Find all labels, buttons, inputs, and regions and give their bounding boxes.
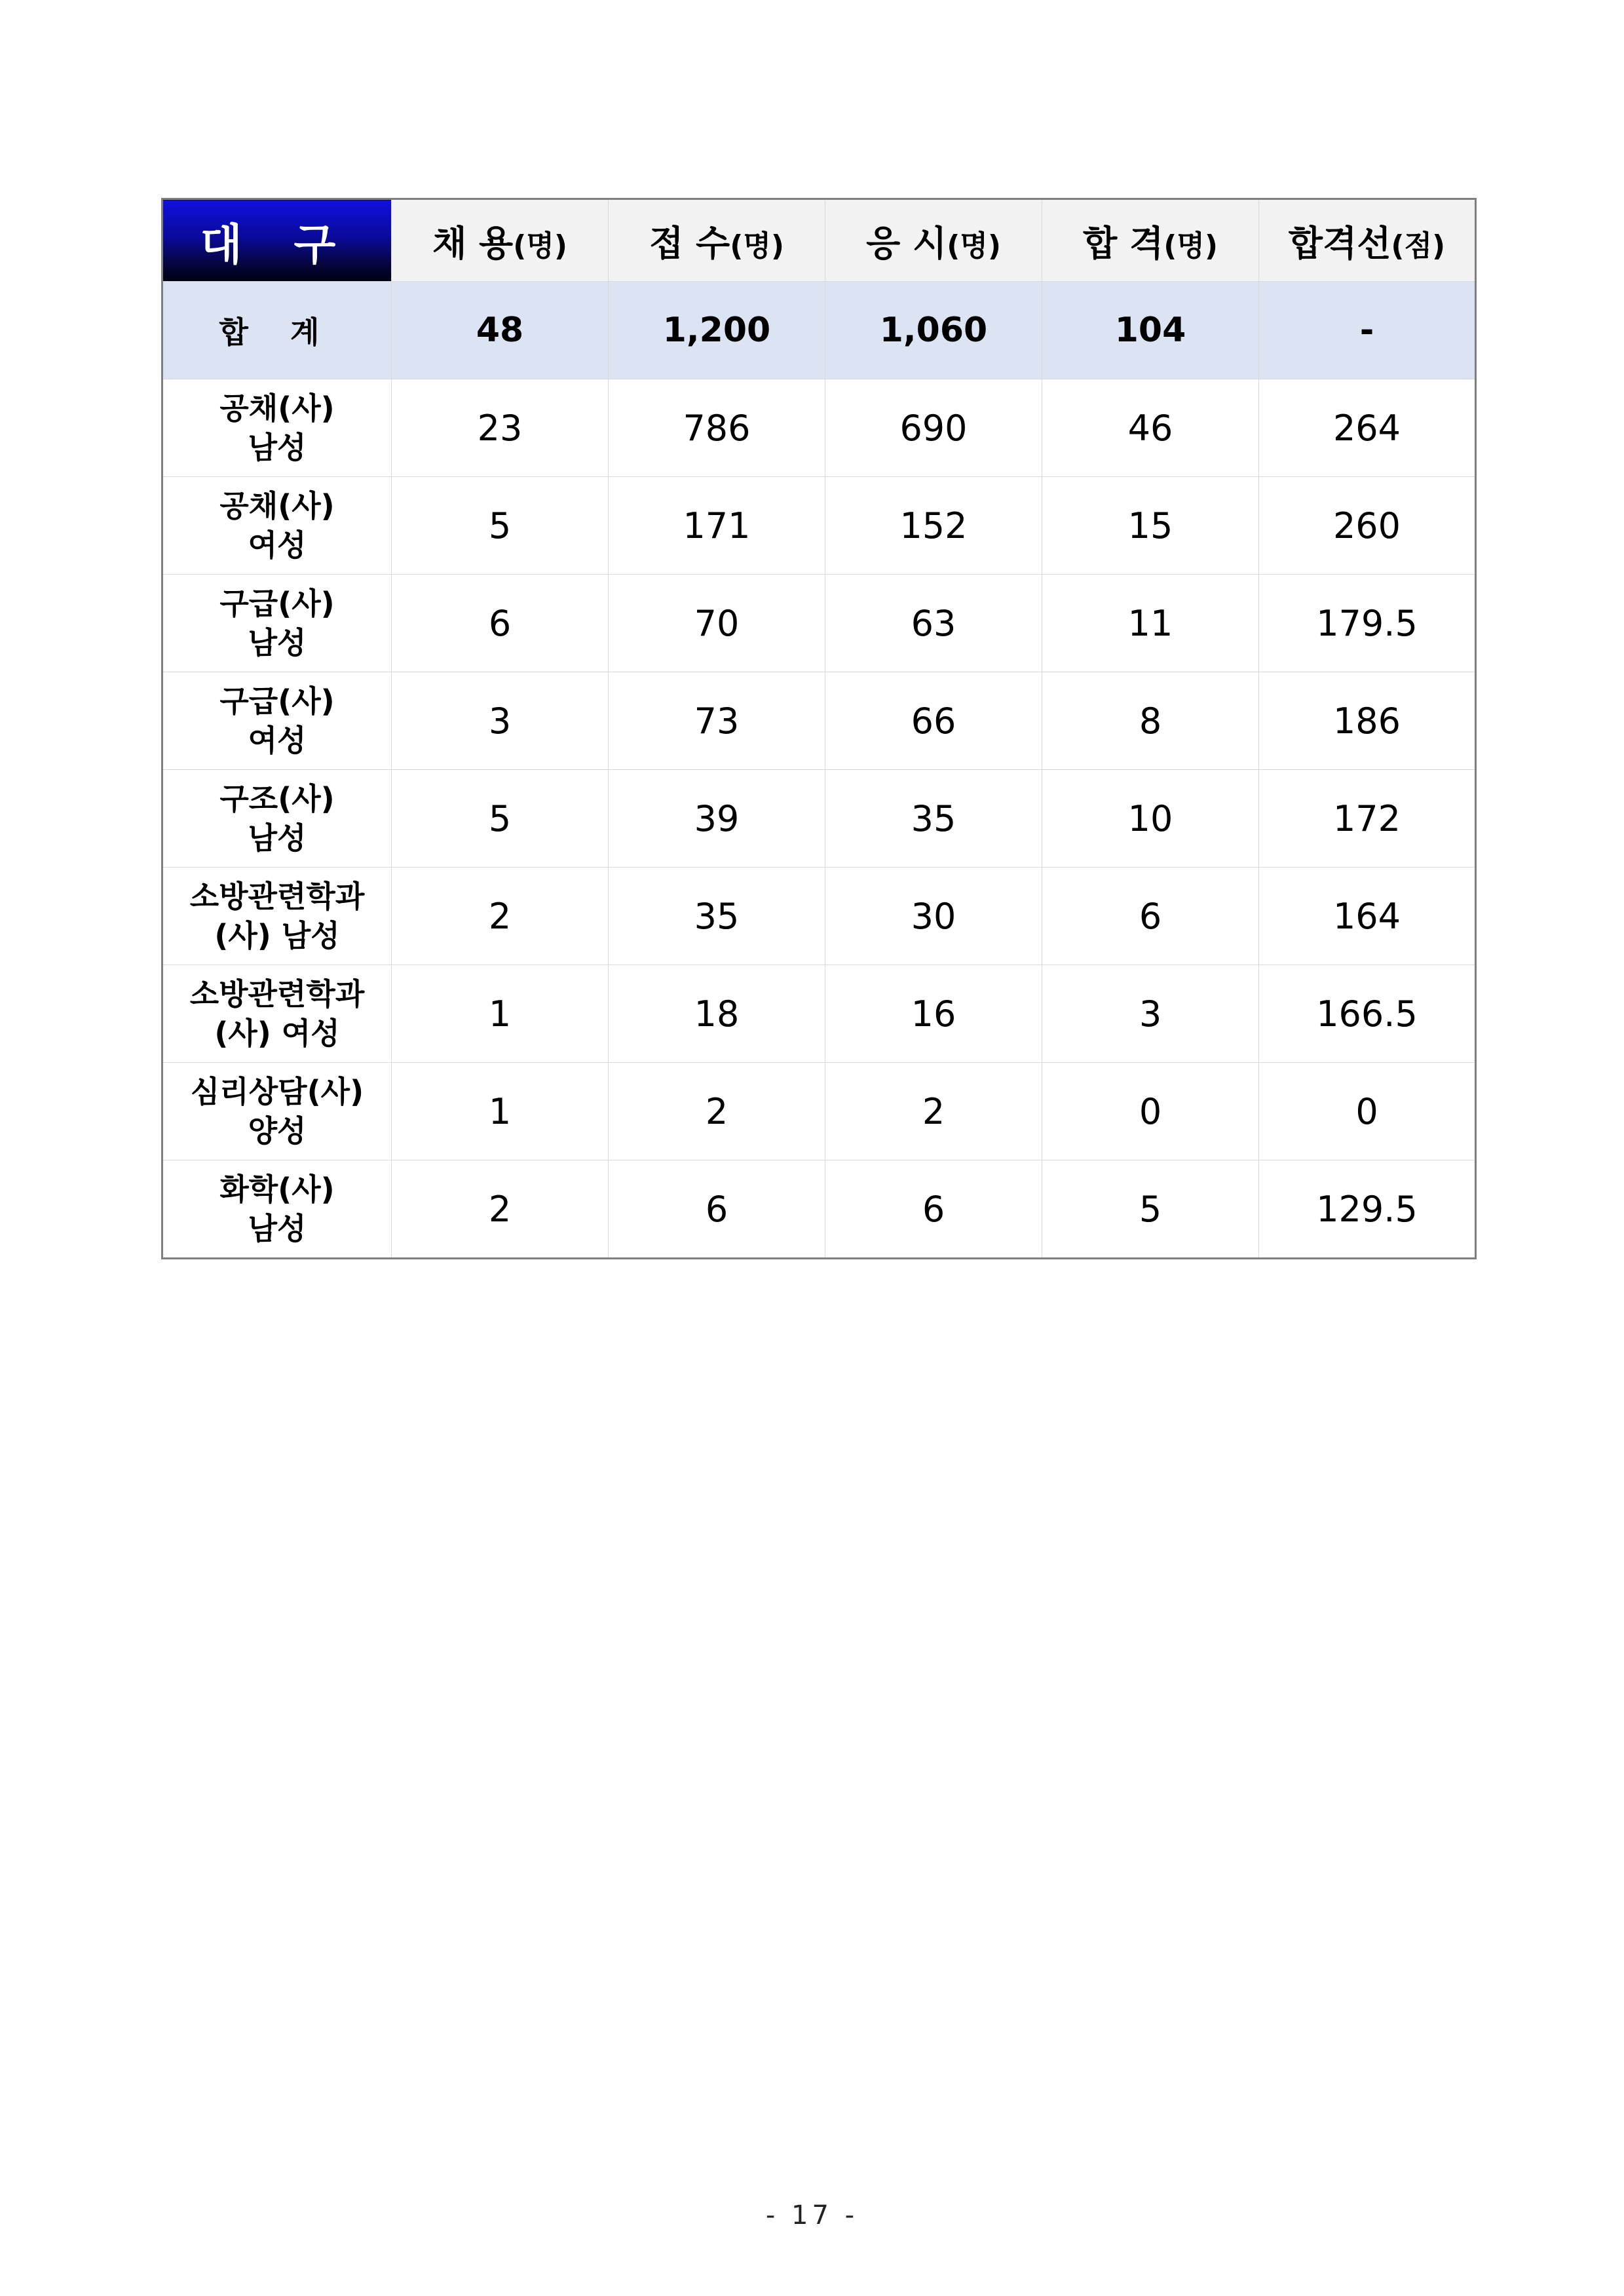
header-hiring [392, 199, 609, 282]
header-unit: (점) [1391, 229, 1446, 263]
passed-cell: 3 [1042, 965, 1259, 1063]
examinees-cell: 16 [825, 965, 1042, 1063]
table-row [162, 672, 1476, 770]
hiring-cell: 5 [392, 770, 609, 868]
table-row [162, 477, 1476, 575]
cutoff-cell: 166.5 [1259, 965, 1476, 1063]
hiring-cell: 2 [392, 868, 609, 965]
cutoff-cell: 186 [1259, 672, 1476, 770]
passed-cell: 8 [1042, 672, 1259, 770]
header-unit: (명) [730, 229, 784, 263]
category-line1: 공채(사) [219, 488, 335, 524]
category-line2: 남성 [248, 625, 307, 660]
category-line2: 남성 [248, 1211, 307, 1246]
category-line2: 남성 [248, 430, 307, 465]
passed-cell: 10 [1042, 770, 1259, 868]
header-label: 접 수 [649, 222, 730, 264]
category-line1: 구조(사) [219, 781, 335, 816]
examinees-cell: 152 [825, 477, 1042, 575]
category-line1: 공채(사) [219, 391, 335, 426]
category-cell [162, 575, 392, 672]
applications-cell: 6 [609, 1160, 825, 1259]
applications-cell: 786 [609, 379, 825, 477]
examinees-cell: 63 [825, 575, 1042, 672]
applications-cell: 35 [609, 868, 825, 965]
passed-cell: 46 [1042, 379, 1259, 477]
category-line2: 여성 [248, 723, 307, 758]
category-line2: 양성 [248, 1113, 307, 1149]
header-label: 합격선 [1288, 222, 1391, 264]
category-line2: (사) 여성 [214, 1016, 340, 1051]
recruitment-results-table-container [161, 198, 1475, 1259]
category-line2: 여성 [248, 527, 307, 563]
header-passed [1042, 199, 1259, 282]
table-row [162, 379, 1476, 477]
applications-cell: 18 [609, 965, 825, 1063]
table-row [162, 575, 1476, 672]
category-line1: 심리상담(사) [190, 1074, 364, 1109]
passed-cell: 0 [1042, 1063, 1259, 1160]
cutoff-cell: 164 [1259, 868, 1476, 965]
table-row [162, 965, 1476, 1063]
applications-cell: 2 [609, 1063, 825, 1160]
category-line1: 소방관련학과 [189, 879, 365, 914]
applications-cell: 73 [609, 672, 825, 770]
category-cell [162, 672, 392, 770]
applications-cell: 39 [609, 770, 825, 868]
table-row [162, 1063, 1476, 1160]
total-row [162, 282, 1476, 379]
passed-cell: 15 [1042, 477, 1259, 575]
total-label: 합 계 [162, 282, 392, 379]
passed-cell: 6 [1042, 868, 1259, 965]
header-unit: (명) [1163, 229, 1218, 263]
cutoff-cell: 129.5 [1259, 1160, 1476, 1259]
category-cell [162, 1160, 392, 1259]
header-applications [609, 199, 825, 282]
header-unit: (명) [513, 229, 567, 263]
examinees-cell: 66 [825, 672, 1042, 770]
hiring-cell: 1 [392, 1063, 609, 1160]
cutoff-cell: 0 [1259, 1063, 1476, 1160]
total-cutoff: - [1259, 282, 1476, 379]
category-line2: (사) 남성 [214, 918, 340, 953]
applications-cell: 70 [609, 575, 825, 672]
cutoff-cell: 172 [1259, 770, 1476, 868]
passed-cell: 11 [1042, 575, 1259, 672]
region-header: 대 구 [162, 199, 392, 282]
hiring-cell: 6 [392, 575, 609, 672]
total-applications: 1,200 [609, 282, 825, 379]
category-line1: 소방관련학과 [189, 976, 365, 1012]
header-cutoff [1259, 199, 1476, 282]
category-cell [162, 1063, 392, 1160]
applications-cell: 171 [609, 477, 825, 575]
hiring-cell: 2 [392, 1160, 609, 1259]
category-line2: 남성 [248, 820, 307, 856]
table-row [162, 1160, 1476, 1259]
header-label: 응 시 [866, 222, 947, 264]
category-cell [162, 868, 392, 965]
category-line1: 화학(사) [219, 1172, 335, 1207]
category-cell [162, 770, 392, 868]
examinees-cell: 690 [825, 379, 1042, 477]
recruitment-results-table [161, 198, 1477, 1259]
header-unit: (명) [947, 229, 1001, 263]
hiring-cell: 5 [392, 477, 609, 575]
category-cell [162, 477, 392, 575]
category-line1: 구급(사) [219, 683, 335, 719]
category-cell [162, 379, 392, 477]
cutoff-cell: 260 [1259, 477, 1476, 575]
header-label: 합 격 [1083, 222, 1164, 264]
examinees-cell: 30 [825, 868, 1042, 965]
total-examinees: 1,060 [825, 282, 1042, 379]
hiring-cell: 23 [392, 379, 609, 477]
hiring-cell: 3 [392, 672, 609, 770]
cutoff-cell: 179.5 [1259, 575, 1476, 672]
total-hiring: 48 [392, 282, 609, 379]
page-number: - 17 - [765, 2200, 859, 2230]
header-examinees [825, 199, 1042, 282]
table-row [162, 868, 1476, 965]
passed-cell: 5 [1042, 1160, 1259, 1259]
examinees-cell: 35 [825, 770, 1042, 868]
examinees-cell: 2 [825, 1063, 1042, 1160]
hiring-cell: 1 [392, 965, 609, 1063]
category-line1: 구급(사) [219, 586, 335, 621]
header-label: 채 용 [432, 222, 514, 264]
cutoff-cell: 264 [1259, 379, 1476, 477]
category-cell [162, 965, 392, 1063]
table-row [162, 770, 1476, 868]
table-header-row [162, 199, 1476, 282]
total-passed: 104 [1042, 282, 1259, 379]
examinees-cell: 6 [825, 1160, 1042, 1259]
